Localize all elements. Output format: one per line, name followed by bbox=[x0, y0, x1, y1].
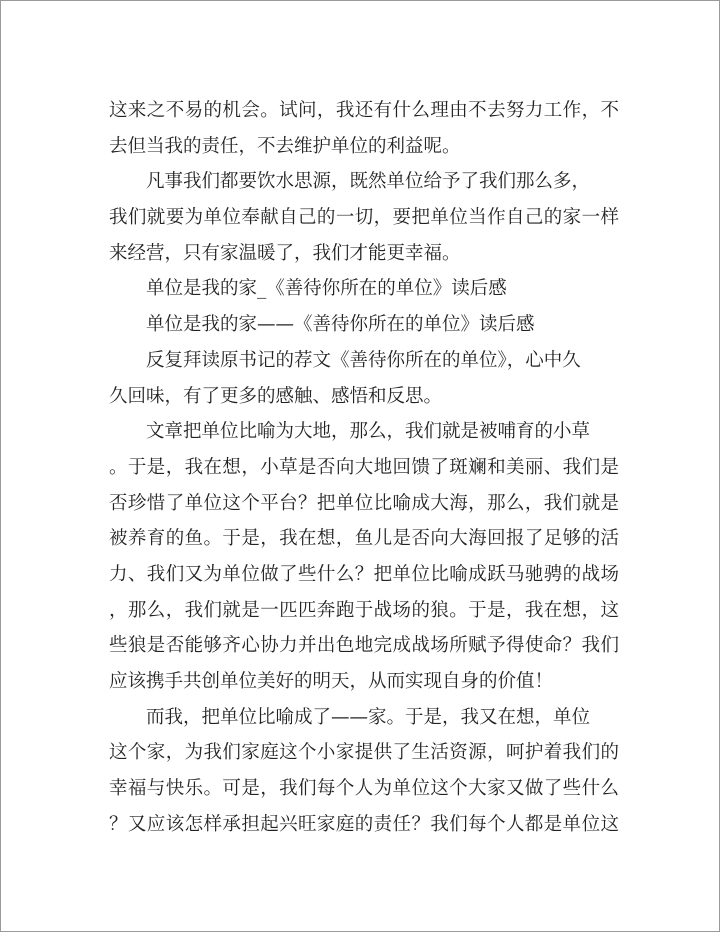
body-text bbox=[109, 93, 619, 842]
text-line: 些狼是否能够齐心协力并出色地完成战场所赋予得使命？我们 bbox=[109, 635, 619, 657]
text-line: 去但当我的责任，不去维护单位的利益呢。 bbox=[109, 135, 461, 157]
text-line: 应该携手共创单位美好的明天，从而实现自身的价值！ bbox=[109, 671, 554, 692]
text-line: 单位是我的家——《善待你所在的单位》读后感 bbox=[146, 314, 535, 336]
text-line: 凡事我们都要饮水思源，既然单位给予了我们那么多， bbox=[146, 171, 591, 193]
text-line: 而我，把单位比喻成了——家。于是，我又在想，单位 bbox=[146, 706, 591, 728]
text-line: 力、我们又为单位做了些什么？把单位比喻成跃马驰骋的战场 bbox=[109, 563, 619, 585]
text-line: ，那么，我们就是一匹匹奔跑于战场的狼。于是，我在想，这 bbox=[109, 599, 619, 621]
text-line: 这来之不易的机会。试问，我还有什么理由不去努力工作，不 bbox=[109, 100, 619, 121]
text-line: 单位是我的家_《善待你所在的单位》读后感 bbox=[146, 278, 507, 300]
text-line: 被养育的鱼。于是，我在想，鱼儿是否向大海回报了足够的活 bbox=[109, 528, 619, 550]
text-line: 幸福与快乐。可是，我们每个人为单位这个大家又做了些什么 bbox=[109, 778, 619, 800]
text-line: 我们就要为单位奉献自己的一切，要把单位当作自己的家一样 bbox=[109, 207, 619, 229]
text-line: 这个家，为我们家庭这个小家提供了生活资源，呵护着我们的 bbox=[109, 742, 619, 764]
text-line: 久回味，有了更多的感触、感悟和反思。 bbox=[109, 385, 443, 407]
text-line: 文章把单位比喻为大地，那么，我们就是被哺育的小草 bbox=[146, 421, 591, 443]
text-line: 否珍惜了单位这个平台？把单位比喻成大海，那么，我们就是 bbox=[109, 492, 619, 514]
text-line: 。于是，我在想，小草是否向大地回馈了斑斓和美丽、我们是 bbox=[109, 456, 619, 478]
text-line: ？又应该怎样承担起兴旺家庭的责任？我们每个人都是单位这 bbox=[109, 813, 619, 835]
text-line: 反复拜读原书记的荐文《善待你所在的单位》，心中久 bbox=[146, 349, 581, 371]
text-line: 来经营，只有家温暖了，我们才能更幸福。 bbox=[109, 242, 461, 264]
